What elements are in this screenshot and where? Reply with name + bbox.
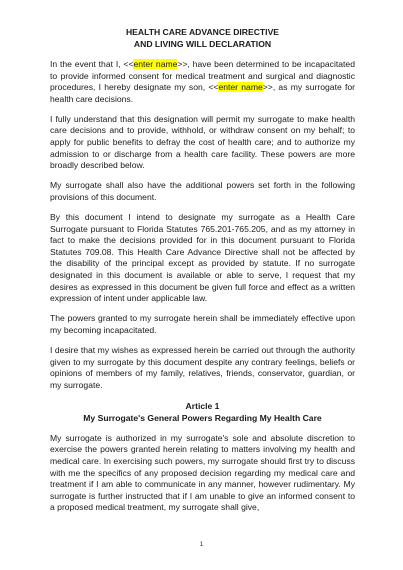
paragraph-text: >>, have been determined to be incapacitated to provide informed consent for medical treatment and surgical and diagnostic procedures, I hereby designate my son, << <box>50 59 355 93</box>
title-line-1: HEALTH CARE ADVANCE DIRECTIVE <box>125 27 280 37</box>
paragraph-wishes: I desire that my wishes as expressed herein be carried out through the authority given to my surrogate by this document despite any contrary feelings, beliefs or opinions of members of my family, relatives, friends, conservator, guardian, or my surrogate. <box>50 344 355 390</box>
article-title: My Surrogate's General Powers Regarding My Health Care <box>83 412 322 423</box>
article-heading <box>50 400 355 424</box>
paragraph-effective: The powers granted to my surrogate herein shall be immediately effective upon my becoming incapacitated. <box>50 313 355 335</box>
paragraph-text: >>, as my surrogate for health care decisions. <box>50 82 355 104</box>
page-number: 1 <box>199 541 204 548</box>
enter-name-field[interactable]: enter name <box>218 82 263 93</box>
enter-name-field[interactable]: enter name <box>133 59 178 69</box>
paragraph-statutes: By this document I intend to designate my surrogate as a Health Care Surrogate pursuant to Florida Statutes 765.201-765.205, and as my attorney in fact to make the decisions provided for in this document pursuant to Florida Statutes 709.08. This Health Care Advance Directive shall not be affected by the disability of the principal except as provided by statute. If no surrogate designated in this document is available or able to serve, I request that my desires as expressed in this document be given full force and effect as a written expression of intent under applicable law. <box>50 212 355 304</box>
title-line-2: AND LIVING WILL DECLARATION <box>133 39 272 49</box>
paragraph-general-powers: My surrogate is authorized in my surrogate's sole and absolute discretion to exercise the powers granted herein relating to matters involving my health and medical care. In exercising such powers, my surrogate should first try to discuss with me the specifics of any proposed decision regarding my medical care and treatment if I am able to communicate in any manner, however rudimentary. My surrogate is further instructed that if I am unable to give an informed consent to a proposed medical treatment, my surrogate shall give, <box>50 432 355 513</box>
paragraph-designation <box>50 59 355 105</box>
paragraph-understanding: I fully understand that this designation will permit my surrogate to make health care decisions and to provide, withhold, or withdraw consent on my behalf; to apply for public benefits to defray the cost of health care; and to authorize my admission to or discharge from a health care facility. These powers are more broadly described below. <box>50 113 355 171</box>
paragraph-text: In the event that I, << <box>50 59 134 69</box>
paragraph-additional-powers: My surrogate shall also have the additional powers set forth in the following provisions of this document. <box>50 180 355 202</box>
document-title <box>50 26 355 50</box>
article-number: Article 1 <box>185 400 220 411</box>
